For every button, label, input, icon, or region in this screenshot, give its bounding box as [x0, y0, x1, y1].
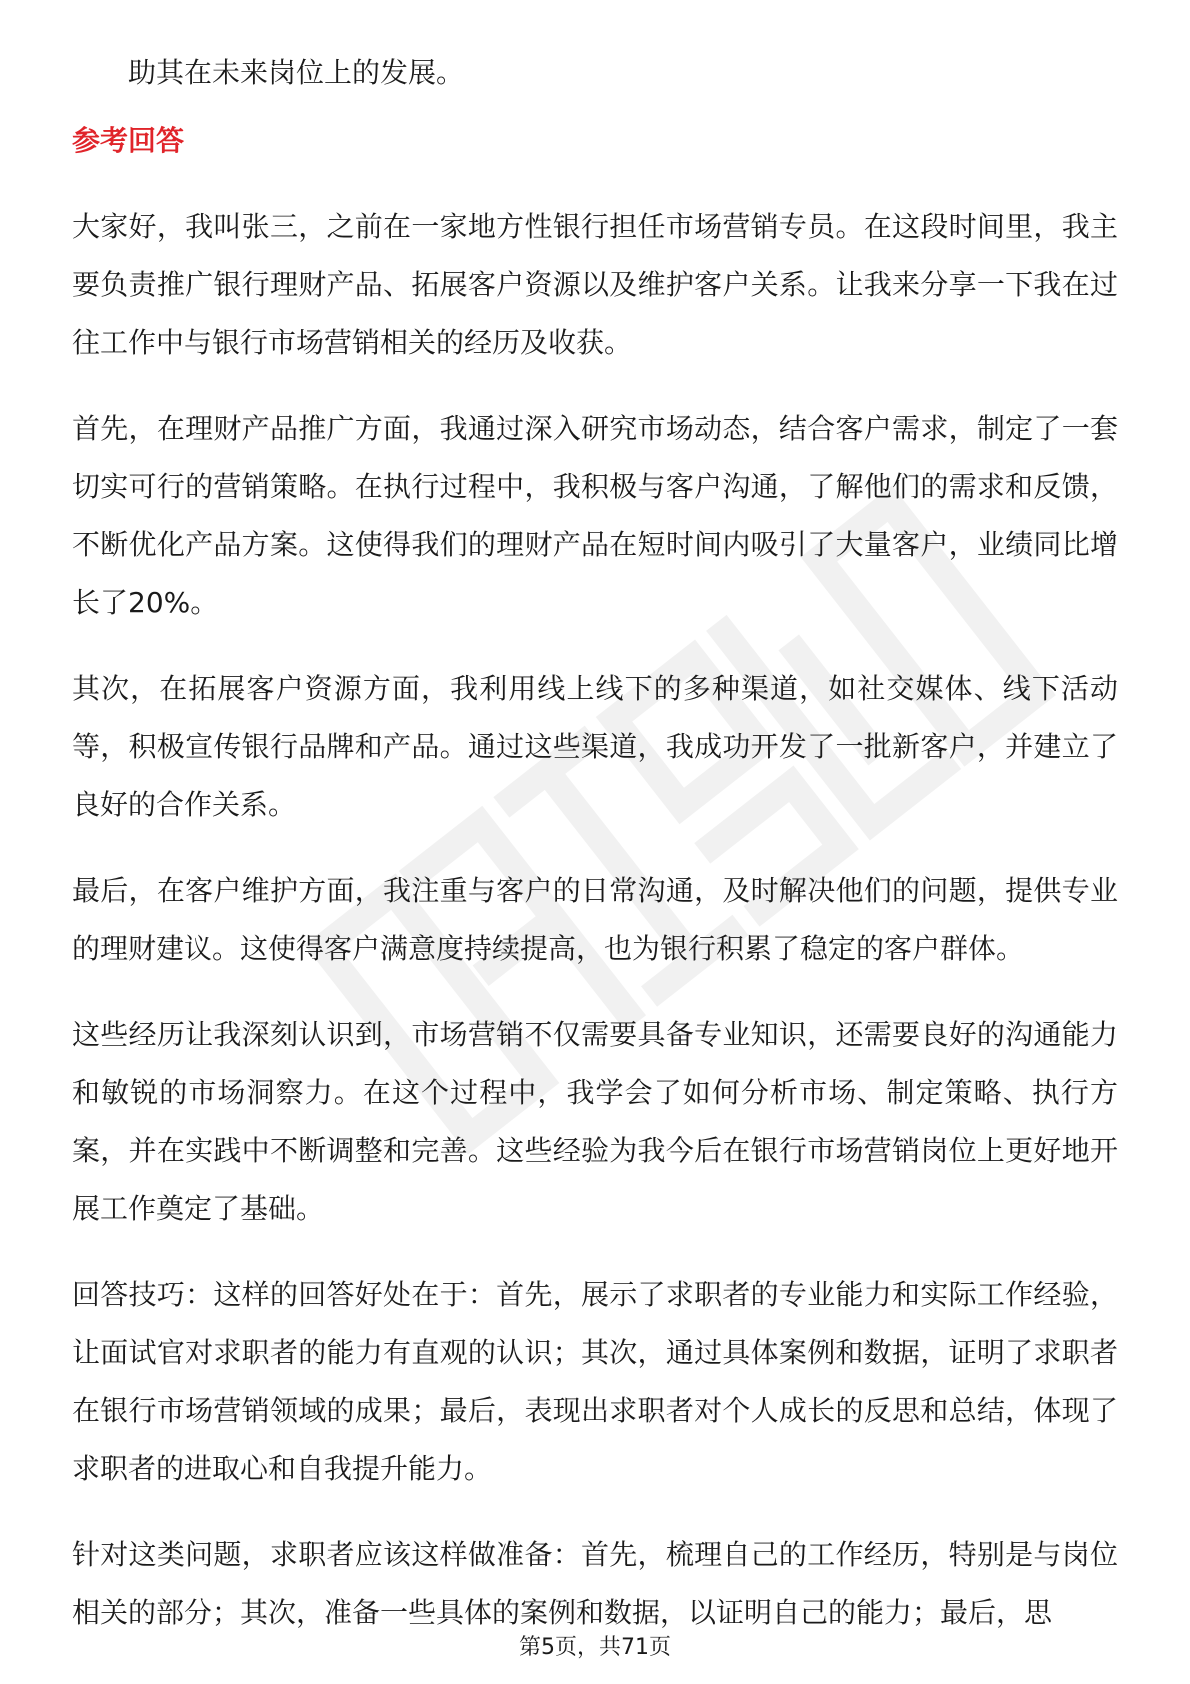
paragraph-last: 最后，在客户维护方面，我注重与客户的日常沟通，及时解决他们的问题，提供专业的理财建议。这使得客户满意度持续提高，也为银行积累了稳定的客户群体。 — [72, 874, 1118, 965]
paragraph-preparation: 针对这类问题，求职者应该这样做准备：首先，梳理自己的工作经历，特别是与岗位相关的部分；其次，准备一些具体的案例和数据，以证明自己的能力；最后，思 — [72, 1538, 1118, 1629]
paragraph-tips: 回答技巧：这样的回答好处在于：首先，展示了求职者的专业能力和实际工作经验，让面试官对求职者的能力有直观的认识；其次，通过具体案例和数据，证明了求职者在银行市场营销领域的成果；最后，表现出求职者对个人成长的反思和总结，体现了求职者的进取心和自我提升能力。 — [72, 1278, 1118, 1485]
paragraph-second: 其次，在拓展客户资源方面，我利用线上线下的多种渠道，如社交媒体、线下活动等，积极宣传银行品牌和产品。通过这些渠道，我成功开发了一批新客户，并建立了良好的合作关系。 — [72, 672, 1118, 821]
page-number: 第5页，共71页 — [519, 1635, 671, 1660]
paragraph-summary: 这些经历让我深刻认识到，市场营销不仅需要具备专业知识，还需要良好的沟通能力和敏锐的市场洞察力。在这个过程中，我学会了如何分析市场、制定策略、执行方案，并在实践中不断调整和完善。这些经验为我今后在银行市场营销岗位上更好地开展工作奠定了基础。 — [72, 1018, 1118, 1225]
continuation-paragraph: 助其在未来岗位上的发展。 — [128, 56, 465, 89]
paragraph-intro: 大家好，我叫张三，之前在一家地方性银行担任市场营销专员。在这段时间里，我主要负责推广银行理财产品、拓展客户资源以及维护客户关系。让我来分享一下我在过往工作中与银行市场营销相关的经历及收获。 — [72, 210, 1118, 359]
paragraph-first: 首先，在理财产品推广方面，我通过深入研究市场动态，结合客户需求，制定了一套切实可行的营销策略。在执行过程中，我积极与客户沟通，了解他们的需求和反馈，不断优化产品方案。这使得我们的理财产品在短时间内吸引了大量客户，业绩同比增长了20%。 — [72, 412, 1118, 619]
section-heading: 参考回答 — [72, 124, 185, 157]
document-content — [72, 44, 1118, 1670]
